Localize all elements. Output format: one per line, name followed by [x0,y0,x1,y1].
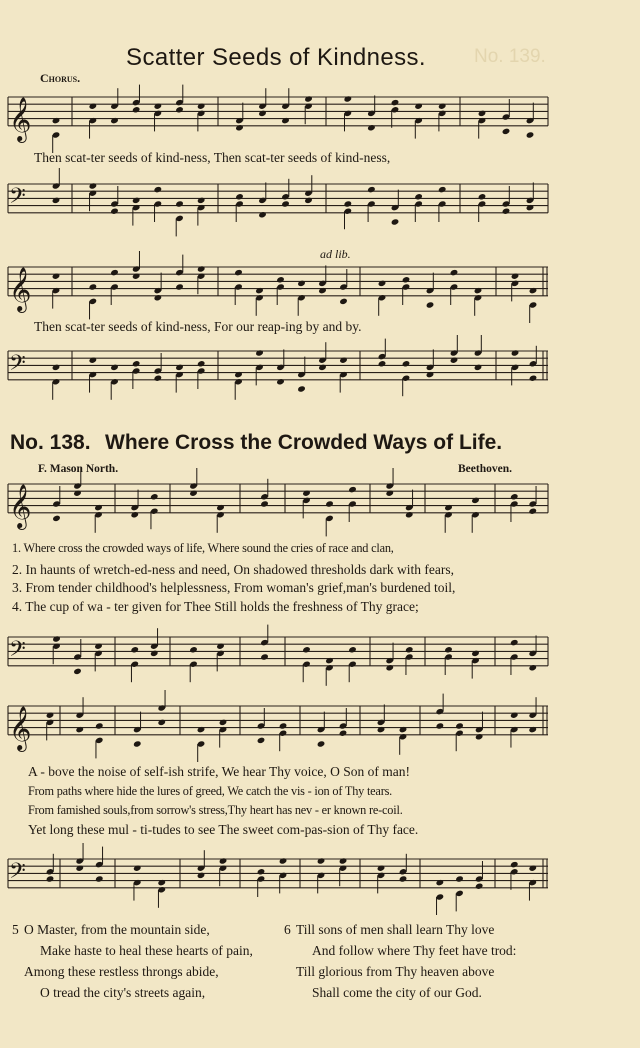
note-head [197,872,206,879]
note-head [511,349,520,356]
note-head [197,360,206,367]
note-head [436,879,445,886]
verse-1-line-a: 1. Where cross the crowded ways of life, Where sound the cries of race and clan, [12,541,394,555]
note-head [75,726,84,733]
hymn-number: No. 138. [10,431,91,454]
note-head [502,128,511,135]
note-head [526,131,535,138]
note-head [52,273,61,280]
note-head [511,273,520,280]
note-head [325,657,334,664]
note-head [405,511,414,518]
note-head [302,490,311,497]
note-head [130,511,139,518]
note-head [304,197,313,204]
note-head [339,857,348,864]
note-head [438,103,447,110]
note-head [502,208,511,215]
note-head [52,635,61,642]
bass-clef: 𝄢 [9,858,26,889]
note-head [510,639,519,646]
note-head [260,500,269,507]
note-head [95,722,104,729]
note-head [234,371,243,378]
note-head [478,193,487,200]
note-head [73,490,82,497]
note-head [216,504,225,511]
note-head [189,490,198,497]
note-head [110,117,119,124]
note-head [75,865,84,872]
note-head [438,186,447,193]
stanza-5-line-2: Make haste to heal these hearts of pain, [40,943,253,958]
note-head [474,364,483,371]
note-head [318,364,327,371]
note-head [279,722,288,729]
note-head [157,719,166,726]
note-head [391,99,400,106]
note-head [260,653,269,660]
note-head [257,737,266,744]
note-head [455,875,464,882]
note-head [73,668,82,675]
note-head [175,364,184,371]
note-head [385,664,394,671]
note-head [529,375,538,382]
note-head [219,857,228,864]
note-head [154,103,163,110]
note-head [399,726,408,733]
note-head [197,265,206,272]
note-head [175,200,184,207]
note-head [325,500,334,507]
verse-4-line-b: Yet long these mul - ti-tudes to see The sweet com-pas-sion of Thy face. [28,822,419,837]
note-head [450,357,459,364]
stanza-6-line-3: Till glorious from Thy heaven above [296,964,495,979]
stanza-5-line-1: O Master, from the mountain side, [24,922,210,937]
composer-credit: Beethoven. [458,463,512,475]
note-head [52,197,61,204]
note-head [132,106,141,113]
note-head [197,103,206,110]
treble-clef: 𝄞 [9,266,32,311]
stanza-6-number: 6 [284,922,291,937]
note-head [471,497,480,504]
note-head [399,875,408,882]
bass-clef: 𝄢 [9,350,26,381]
verse-3-line-a: 3. From tender childhood's helplessness, From woman's grief,man's burdened toil, [12,580,456,595]
note-head [526,204,535,211]
note-head [219,719,228,726]
note-head [304,95,313,102]
note-head [528,865,537,872]
stanza-6-line-1: Till sons of men shall learn Thy love [296,922,495,937]
bleed-through-number: No. 139. [474,46,546,67]
note-head [367,186,376,193]
note-head [391,218,400,225]
note-head [89,357,98,364]
note-head [94,504,103,511]
note-head [197,197,206,204]
bass-clef: 𝄢 [9,636,26,667]
note-head [150,650,159,657]
note-head [317,857,326,864]
note-head [175,106,184,113]
note-head [110,269,119,276]
note-head [339,298,348,305]
note-head [318,287,327,294]
note-head [258,110,267,117]
note-head [510,861,519,868]
note-head [344,95,353,102]
note-head [95,875,104,882]
note-head [444,504,453,511]
note-head [378,280,387,287]
note-head [94,643,103,650]
treble-clef: 𝄞 [9,705,32,750]
note-head [402,360,411,367]
note-head [385,490,394,497]
chorus-label: Chorus. [40,71,81,85]
note-head [348,486,357,493]
note-head [276,378,285,385]
note-head [235,124,244,131]
verse-4-line-a: 4. The cup of wa - ter given for Thee Still holds the freshness of Thy grace; [12,599,419,614]
note-head [279,857,288,864]
note-head [471,650,480,657]
note-head [258,211,267,218]
note-head [281,117,290,124]
note-head [132,360,141,367]
note-head [235,193,244,200]
note-head [367,124,376,131]
note-head [475,883,484,890]
note-head [52,117,61,124]
note-head [234,269,243,276]
note-head [475,733,484,740]
note-head [529,287,538,294]
verse-3-line-b: From famished souls,from sorrow's stress,Thy heart has nev - er known re-coil. [28,803,403,817]
hymn-title: Where Cross the Crowded Ways of Life. [105,431,503,454]
chorus-lyric-line-1: Then scat-ter seeds of kind-ness, Then scat-ter seeds of kind-ness, [34,150,391,165]
note-head [46,712,55,719]
note-head [189,646,198,653]
stanza-6-line-2: And follow where Thy feet have trod: [312,943,517,958]
note-head [132,273,141,280]
tempo-mark: ad lib. [320,247,351,261]
note-head [348,646,357,653]
note-head [528,726,537,733]
note-head [402,276,411,283]
note-head [297,280,306,287]
verse-1-line-b: A - bove the noise of self-ish strife, We hear Thy voice, O Son of man! [28,764,410,779]
hymn-title: Scatter Seeds of Kindness. [126,44,426,71]
note-head [297,385,306,392]
note-head [133,740,142,747]
note-head [474,287,483,294]
note-head [154,294,163,301]
note-head [510,493,519,500]
note-head [216,643,225,650]
note-head [154,375,163,382]
verse-2-line-a: 2. In haunts of wretch-ed-ness and need, On shadowed thresholds dark with fears, [12,562,454,577]
stanza-5-line-4: O tread the city's streets again, [40,985,206,1000]
note-head [414,193,423,200]
note-head [150,493,159,500]
note-head [378,360,387,367]
note-head [89,283,98,290]
treble-clef: 𝄞 [9,483,32,528]
bass-clef: 𝄢 [9,183,26,214]
author-credit: F. Mason North. [38,463,119,475]
note-head [175,283,184,290]
note-head [377,726,386,733]
note-head [52,515,61,522]
note-head [405,646,414,653]
note-head [255,349,264,356]
note-head [478,110,487,117]
note-head [197,726,206,733]
note-head [450,269,459,276]
note-head [89,182,98,189]
note-head [281,200,290,207]
note-head [46,875,55,882]
note-head [339,730,348,737]
note-head [414,103,423,110]
note-head [339,357,348,364]
note-head [130,646,139,653]
note-head [154,186,163,193]
stanza-6-line-4: Shall come the city of our God. [312,985,482,1000]
note-head [528,664,537,671]
note-head [132,197,141,204]
note-head [257,868,266,875]
note-head [528,508,537,515]
note-head [426,301,435,308]
note-head [255,287,264,294]
note-head [276,276,285,283]
note-head [426,371,435,378]
note-head [455,722,464,729]
note-head [510,712,519,719]
note-head [344,200,353,207]
note-head [110,364,119,371]
note-head [52,364,61,371]
note-head [133,865,142,872]
note-head [110,208,119,215]
note-head [157,879,166,886]
note-head [436,722,445,729]
stanza-5-number: 5 [12,922,19,937]
chorus-lyric-line-2: Then scat-ter seeds of kind-ness, For our reap-ing by and by. [34,319,362,334]
note-head [89,103,98,110]
verse-2-line-b: From paths where hide the lures of greed, We catch the vis - ion of Thy tears. [28,784,393,798]
note-head [377,865,386,872]
stanza-5-line-3: Among these restless throngs abide, [24,964,219,979]
note-head [444,646,453,653]
note-head [302,646,311,653]
note-head [317,740,326,747]
treble-clef: 𝄞 [9,96,32,141]
